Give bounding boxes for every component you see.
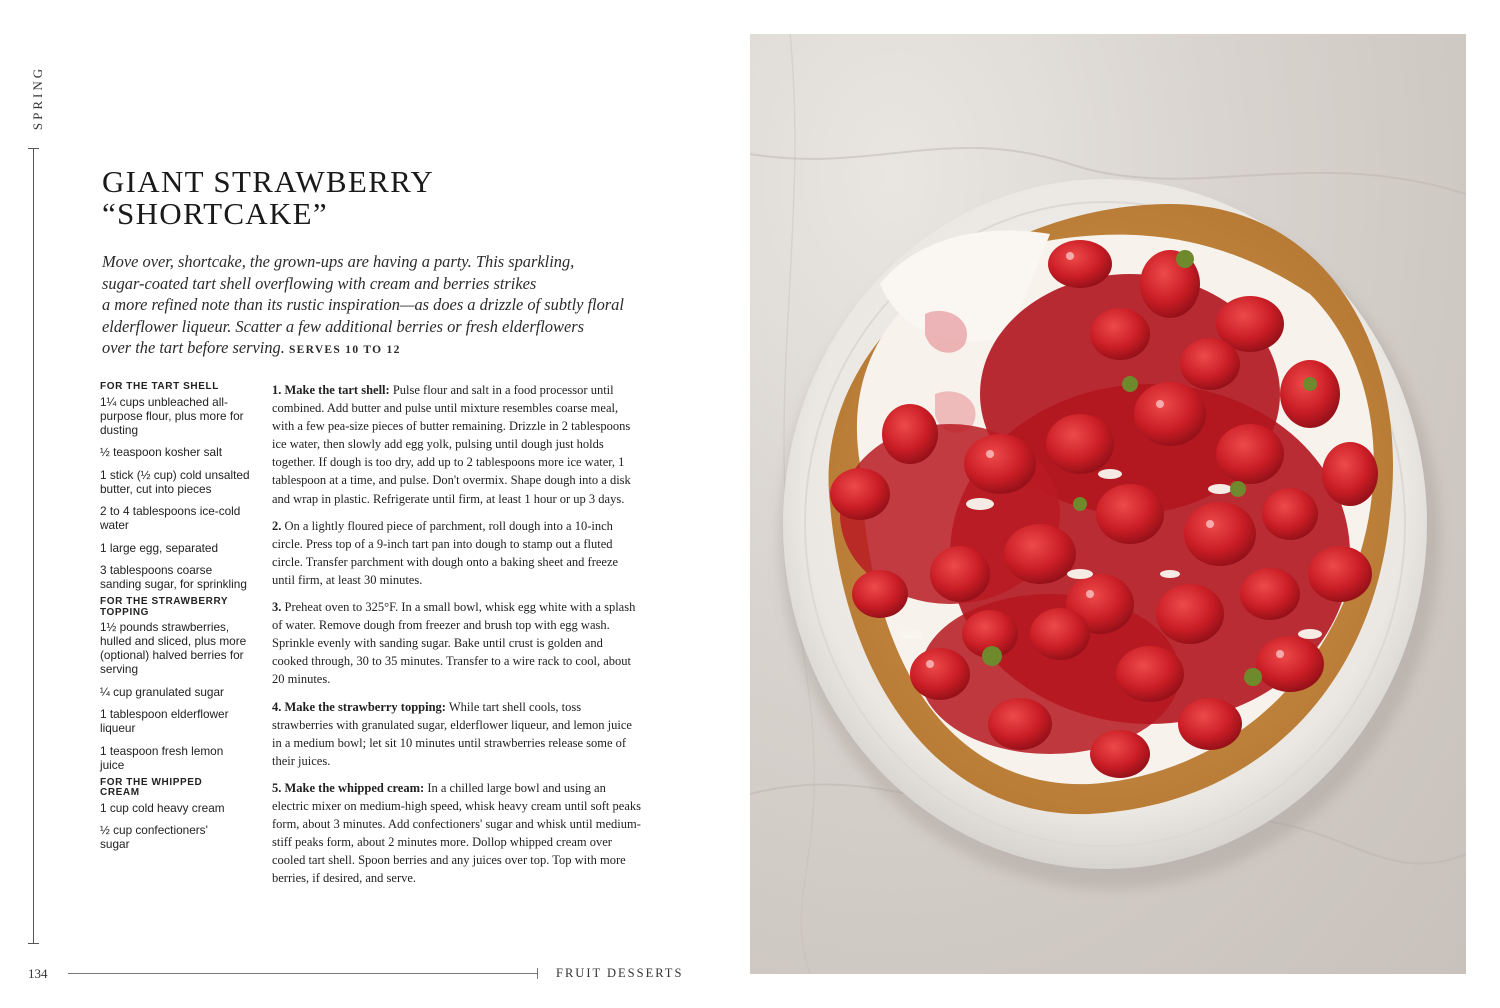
step-lead: 1. Make the tart shell:	[272, 383, 390, 397]
ingredient-item: 2 to 4 tablespoons ice-cold water	[100, 504, 241, 532]
serves-label: SERVES 10 TO 12	[288, 344, 401, 356]
ingredient-group-heading: FOR THE TART SHELL	[100, 381, 219, 392]
step-lead: 3.	[272, 600, 282, 615]
margin-rule-cap-top	[28, 148, 39, 149]
step-text: In a chilled large bowl and using an electric mixer on medium-high speed, whisk heavy cream until soft peaks form, about 3 minutes. Add confectioners' sugar and whisk until medium-stiff peaks form, about 2 minutes more. Dollop whipped cream over cooled tart shell. Spoon berries and any juices over top. Top with more berries, if desired, and serve.	[272, 780, 641, 886]
ingredient-item: ¼ cup granulated sugar	[100, 684, 224, 699]
tart-photo	[750, 34, 1466, 974]
page-number: 134	[28, 966, 48, 981]
ingredient-group-tart-shell	[100, 382, 250, 591]
method-step	[272, 598, 642, 688]
ingredient-item: 1¼ cups unbleached all-purpose flour, plus more for dusting	[100, 394, 244, 437]
intro-line: elderflower liqueur. Scatter a few additional berries or fresh elderflowers	[102, 316, 584, 336]
ingredient-item: 1 stick (½ cup) cold unsalted butter, cut into pieces	[100, 467, 250, 496]
intro-line: over the tart before serving.	[102, 338, 285, 357]
tart-illustration	[750, 34, 1466, 974]
step-text: Preheat oven to 325°F. In a small bowl, whisk egg white with a splash of water. Remove dough from freezer and brush top with egg wash. Sprinkle evenly with sanding sugar. Bake until crust is golden and cooked through, 30 to 35 minutes. Transfer to a wire rack to cool, about 20 minutes.	[272, 600, 636, 687]
method-step	[272, 381, 642, 508]
intro-line-last	[102, 337, 667, 362]
footer-rule-cap	[537, 968, 538, 979]
margin-rule	[33, 148, 34, 944]
ingredient-item: 1 large egg, separated	[100, 540, 219, 555]
method-steps	[272, 381, 642, 896]
footer-section-title: FRUIT DESSERTS	[556, 966, 684, 980]
ingredient-item: ½ teaspoon kosher salt	[100, 445, 222, 459]
step-lead: 2.	[272, 518, 282, 533]
ingredient-item: 3 tablespoons coarse sanding sugar, for sprinkling	[100, 563, 247, 591]
ingredient-item: 1½ pounds strawberries, hulled and sliced, plus more (optional) halved berries for serving	[100, 620, 247, 676]
ingredient-group-heading: FOR THE WHIPPED CREAM	[100, 776, 203, 798]
recipe-title	[102, 166, 662, 230]
step-text: On a lightly floured piece of parchment, roll dough into a 10-inch circle. Press top of a 9-inch tart pan into dough to stamp out a fluted circle. Transfer parchment with dough onto a baking sheet and freeze until firm, at least 30 minutes.	[272, 518, 619, 587]
ingredient-item: 1 teaspoon fresh lemon juice	[100, 743, 224, 772]
intro-line: a more refined note than its rustic inspiration—as does a drizzle of subtly floral	[102, 295, 624, 314]
ingredient-group-whipped-cream	[100, 778, 250, 852]
ingredients-list	[100, 382, 250, 860]
intro-line: sugar-coated tart shell overflowing with cream and berries strikes	[102, 273, 537, 293]
method-step	[272, 698, 642, 770]
ingredient-group-strawberry-topping	[100, 597, 250, 772]
method-step	[272, 517, 642, 589]
margin-rule-cap-bottom	[28, 943, 39, 944]
recipe-title-line-2: “SHORTCAKE”	[102, 196, 328, 231]
ingredient-item: ½ cup confectioners' sugar	[100, 823, 208, 851]
ingredient-item: 1 tablespoon elderflower liqueur	[100, 707, 229, 735]
ingredient-group-heading: FOR THE STRAWBERRY TOPPING	[100, 596, 229, 618]
intro-line: Move over, shortcake, the grown-ups are having a party. This sparkling,	[102, 252, 575, 271]
ingredient-item: 1 cup cold heavy cream	[100, 800, 225, 815]
section-label-text: SPRING	[30, 65, 46, 131]
step-text: While tart shell cools, toss strawberries with granulated sugar, elderflower liqueur, and lemon juice in a medium bowl; let sit 10 minutes until strawberries release some of their juices.	[272, 699, 632, 768]
method-step	[272, 779, 642, 888]
recipe-intro	[102, 251, 667, 362]
recipe-title-line-1: GIANT STRAWBERRY	[102, 164, 435, 199]
step-lead: 4. Make the strawberry topping:	[272, 699, 446, 714]
section-label	[24, 64, 44, 134]
footer-rule	[68, 973, 538, 974]
step-text: Pulse flour and salt in a food processor until combined. Add butter and pulse until mixture resembles coarse meal, with a few pea-size pieces of butter remaining. Drizzle in 2 tablespoons ice water, then slowly add egg yolk, pulsing until dough just holds together. If dough is too dry, add up to 2 tablespoons more ice water, 1 tablespoon at a time, and pulse. Don't overmix. Shape dough into a disk and wrap in plastic. Refrigerate until firm, at least 1 hour or up 3 days.	[272, 383, 631, 506]
step-lead: 5. Make the whipped cream:	[272, 780, 425, 795]
